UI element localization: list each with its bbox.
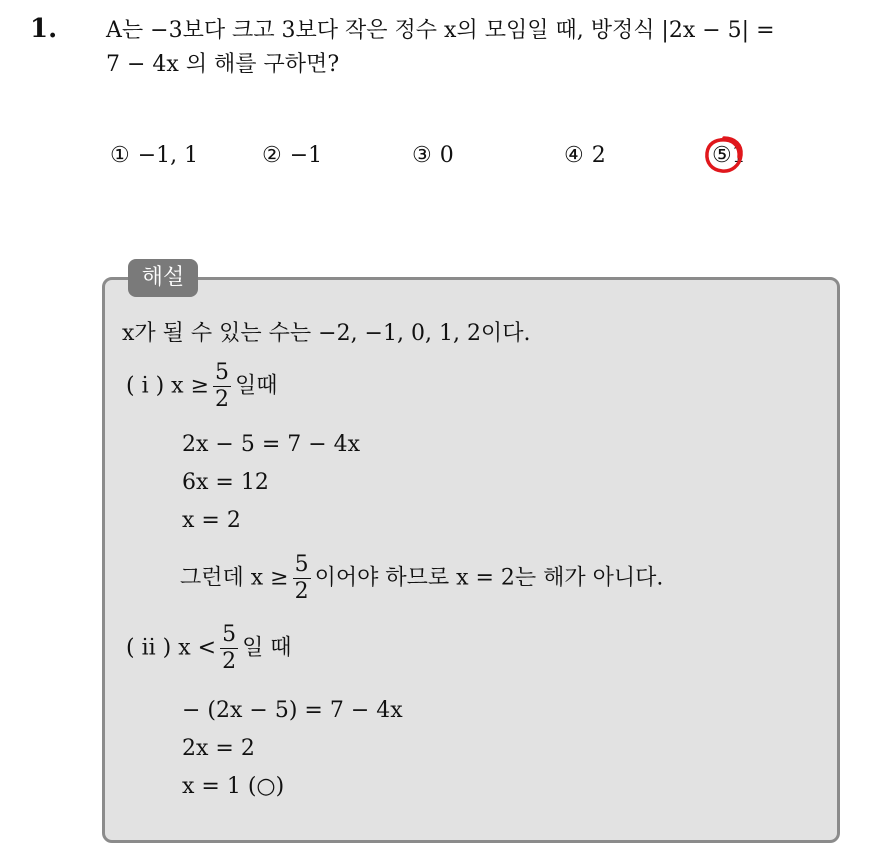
case-1-conclusion-fraction-denominator: 2 xyxy=(294,579,309,604)
choice-3[interactable] xyxy=(412,143,454,168)
choice-3-value: 0 xyxy=(439,143,454,168)
question-text-line-2: 7 − 4x 의 해를 구하면? xyxy=(106,52,340,77)
choice-4[interactable] xyxy=(564,143,606,168)
question-text xyxy=(106,14,866,82)
explanation-label: 해설 xyxy=(128,259,198,297)
case-2-prefix: ( ii ) x < xyxy=(126,635,217,661)
case-1-conclusion xyxy=(180,552,663,605)
case-1-conclusion-suffix: 이어야 하므로 x = 2는 해가 아니다. xyxy=(314,565,664,591)
case-1-fraction-numerator: 5 xyxy=(215,360,230,385)
case-1-fraction xyxy=(213,360,231,413)
choice-5-value: 1 xyxy=(731,143,746,168)
case-1-fraction-denominator: 2 xyxy=(215,387,230,412)
question-number: 1. xyxy=(30,14,58,44)
choice-4-value: 2 xyxy=(591,143,606,168)
choice-1-mark: ① xyxy=(110,143,130,168)
case-1-step-2: 6x = 12 xyxy=(182,470,269,495)
explanation-intro: x가 될 수 있는 수는 −2, −1, 0, 1, 2이다. xyxy=(122,321,531,346)
case-2-step-2: 2x = 2 xyxy=(182,736,255,761)
choice-1-value: −1, 1 xyxy=(137,143,199,168)
choice-4-mark: ④ xyxy=(564,143,584,168)
case-2-fraction-denominator: 2 xyxy=(222,649,237,674)
answer-choices xyxy=(110,143,850,177)
case-1-step-1: 2x − 5 = 7 − 4x xyxy=(182,432,361,457)
choice-2[interactable] xyxy=(262,143,322,168)
choice-2-value: −1 xyxy=(289,143,323,168)
case-1-heading xyxy=(126,360,278,413)
case-2-suffix: 일 때 xyxy=(242,635,292,661)
choice-5-mark-circled xyxy=(712,143,732,168)
case-1-conclusion-fraction-numerator: 5 xyxy=(294,552,309,577)
choice-5-mark: ⑤ xyxy=(712,143,732,168)
case-1-suffix: 일때 xyxy=(235,373,278,399)
choice-2-mark: ② xyxy=(262,143,282,168)
choice-5[interactable] xyxy=(712,143,746,168)
case-2-fraction xyxy=(220,622,238,675)
choice-1[interactable] xyxy=(110,143,198,168)
case-1-conclusion-fraction xyxy=(293,552,311,605)
case-1-step-3: x = 2 xyxy=(182,508,241,533)
case-1-prefix: ( i ) x ≥ xyxy=(126,373,210,399)
case-2-step-3: x = 1 (○) xyxy=(182,774,285,799)
case-2-heading xyxy=(126,622,292,675)
case-2-step-1: − (2x − 5) = 7 − 4x xyxy=(182,698,403,723)
case-1-conclusion-prefix: 그런데 x ≥ xyxy=(180,565,289,591)
choice-3-mark: ③ xyxy=(412,143,432,168)
question-text-line-1: A는 −3보다 크고 3보다 작은 정수 x의 모임일 때, 방정식 |2x − 5| = xyxy=(106,18,775,43)
case-2-fraction-numerator: 5 xyxy=(222,622,237,647)
